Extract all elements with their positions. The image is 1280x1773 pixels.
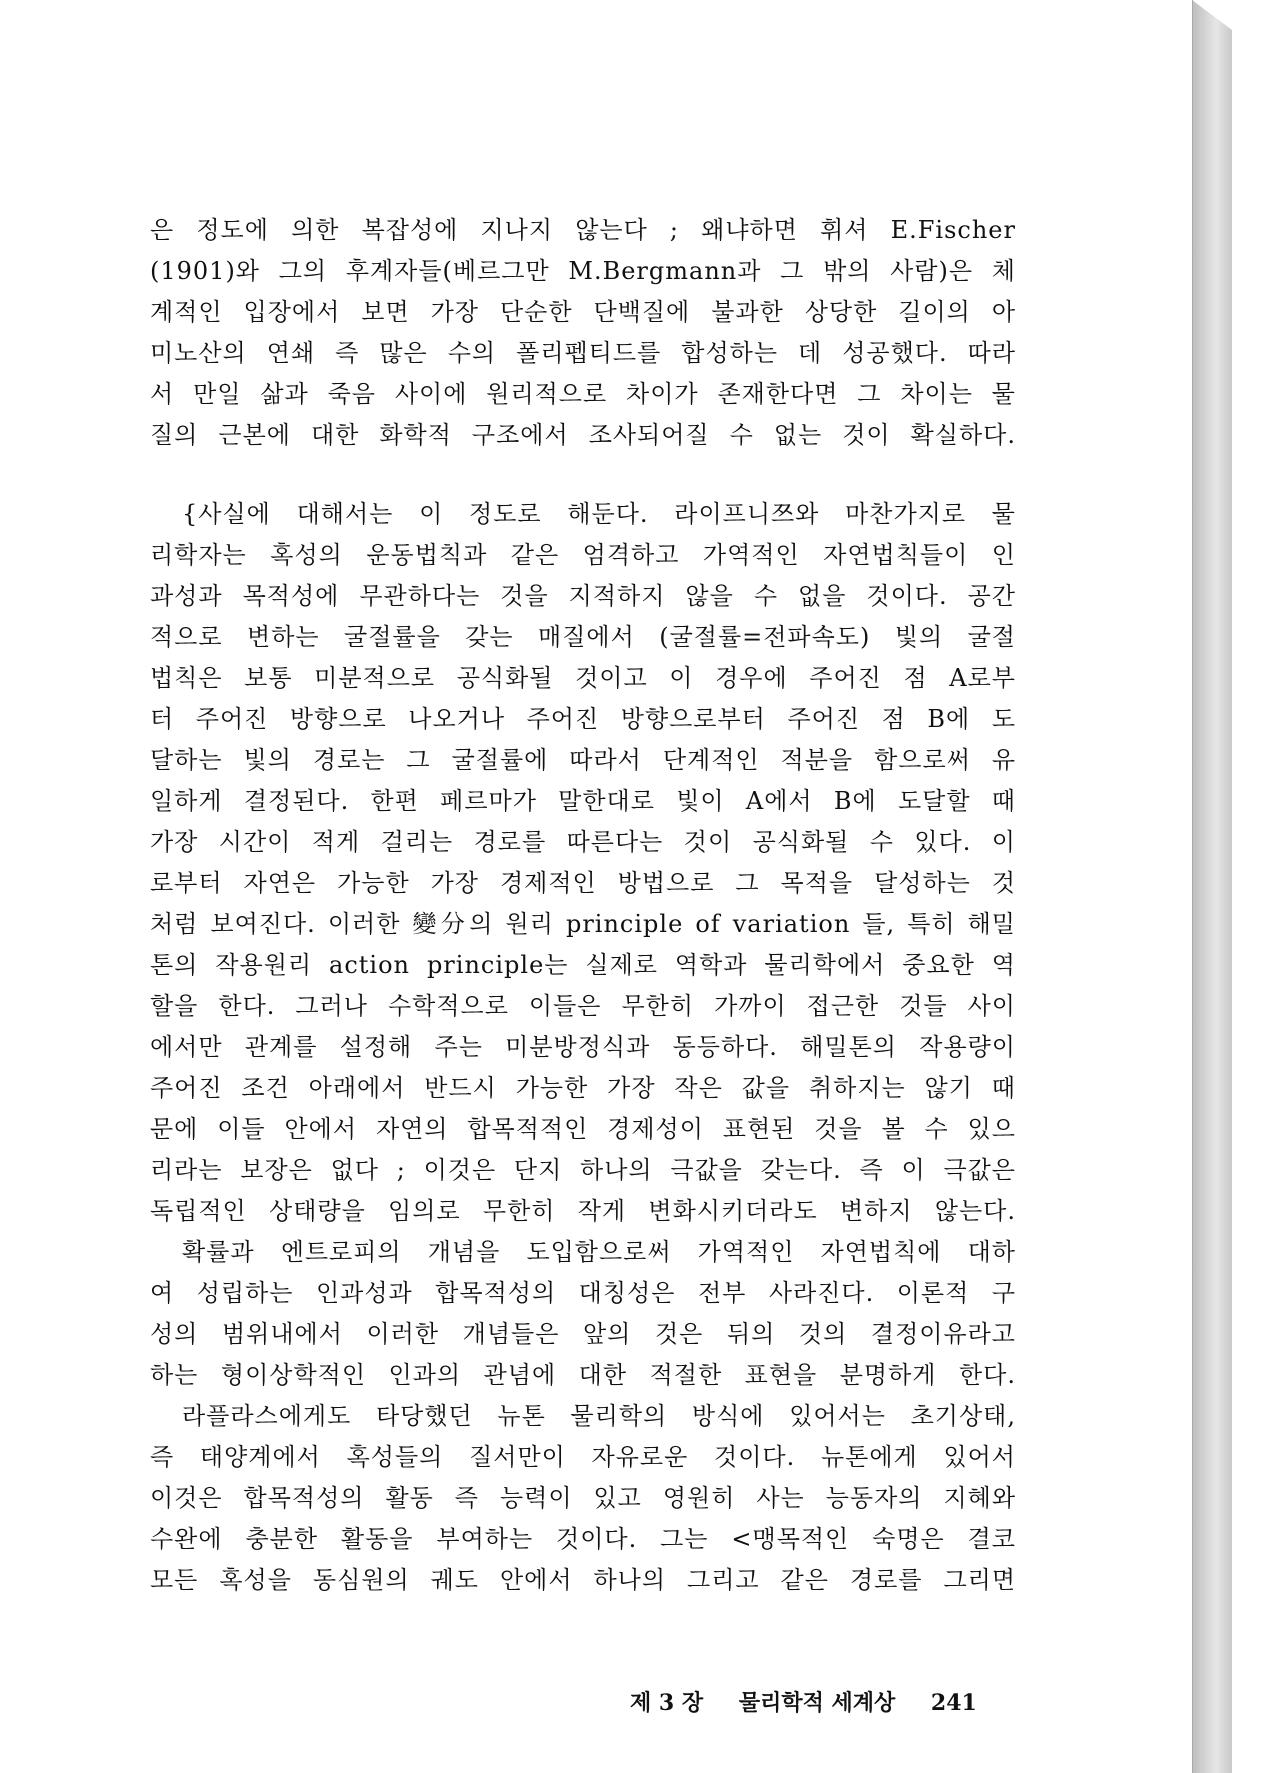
text-line: 수완에 충분한 활동을 부여하는 것이다. 그는 <맹목적인 숙명은 결코: [150, 1525, 1016, 1553]
text-line: 리학자는 혹성의 운동법칙과 같은 엄격하고 가역적인 자연법칙들이 인: [150, 541, 1016, 569]
chapter-label: 제 3 장: [630, 1690, 704, 1716]
text-line: (1901)와 그의 후계자들(베르그만 M.Bergmann과 그 밖의 사람)은 체: [150, 257, 1016, 285]
text-line: 라플라스에게도 타당했던 뉴톤 물리학의 방식에 있어서는 초기상태,: [182, 1402, 1016, 1430]
text-line: 과성과 목적성에 무관하다는 것을 지적하지 않을 수 없을 것이다. 공간: [150, 582, 1016, 610]
paragraph-1: [150, 210, 1016, 456]
text-line: 서 만일 삶과 죽음 사이에 원리적으로 차이가 존재한다면 그 차이는 물: [150, 380, 1016, 408]
text-line: 이것은 합목적성의 활동 즉 능력이 있고 영원히 사는 능동자의 지혜와: [150, 1484, 1016, 1512]
text-line: 즉 태양계에서 혹성들의 질서만이 자유로운 것이다. 뉴톤에게 있어서: [150, 1443, 1016, 1471]
body-text: [150, 210, 1016, 1601]
text-line: 터 주어진 방향으로 나오거나 주어진 방향으로부터 주어진 점 B에 도: [150, 705, 1016, 733]
text-line: 모든 혹성을 동심원의 궤도 안에서 하나의 그리고 같은 경로를 그리면: [150, 1566, 1016, 1594]
text-line: 미노산의 연쇄 즉 많은 수의 폴리펩티드를 합성하는 데 성공했다. 따라: [150, 339, 1016, 367]
text-line: 로부터 자연은 가능한 가장 경제적인 방법으로 그 목적을 달성하는 것: [150, 869, 1016, 897]
text-line: 주어진 조건 아래에서 반드시 가능한 가장 작은 값을 취하지는 않기 때: [150, 1074, 1016, 1102]
text-line: 여 성립하는 인과성과 합목적성의 대칭성은 전부 사라진다. 이론적 구: [150, 1279, 1016, 1307]
text-line: 에서만 관계를 설정해 주는 미분방정식과 동등하다. 해밀톤의 작용량이: [150, 1033, 1016, 1061]
paragraph-4: [150, 1396, 1016, 1601]
text-line: 계적인 입장에서 보면 가장 단순한 단백질에 불과한 상당한 길이의 아: [150, 298, 1016, 326]
text-line: 성의 범위내에서 이러한 개념들은 앞의 것은 뒤의 것의 결정이유라고: [150, 1320, 1016, 1348]
paragraph-3: [150, 1232, 1016, 1396]
text-line: 문에 이들 안에서 자연의 합목적적인 경제성이 표현된 것을 볼 수 있으: [150, 1115, 1016, 1143]
text-line: {사실에 대해서는 이 정도로 해둔다. 라이프니쯔와 마찬가지로 물: [182, 500, 1016, 528]
text-line: 일하게 결정된다. 한편 페르마가 말한대로 빛이 A에서 B에 도달할 때: [150, 787, 1016, 815]
text-line: 법칙은 보통 미분적으로 공식화될 것이고 이 경우에 주어진 점 A로부: [150, 664, 1016, 692]
text-line: 달하는 빛의 경로는 그 굴절률에 따라서 단계적인 적분을 함으로써 유: [150, 746, 1016, 774]
paragraph-gap: [150, 456, 1016, 494]
text-line: 은 정도에 의한 복잡성에 지나지 않는다 ; 왜냐하면 휘셔 E.Fischer: [150, 216, 1016, 244]
text-line: 독립적인 상태량을 임의로 무한히 작게 변화시키더라도 변하지 않는다.: [150, 1197, 1016, 1225]
text-line: 질의 근본에 대한 화학적 구조에서 조사되어질 수 없는 것이 확실하다.: [150, 421, 1016, 449]
text-line: 가장 시간이 적게 걸리는 경로를 따른다는 것이 공식화될 수 있다. 이: [150, 828, 1016, 856]
text-line: 톤의 작용원리 action principle는 실제로 역학과 물리학에서 중요한 역: [150, 951, 1016, 979]
page-edge-shadow: [1192, 0, 1232, 1773]
text-line: 확률과 엔트로피의 개념을 도입함으로써 가역적인 자연법칙에 대하: [182, 1238, 1016, 1266]
text-line: 리라는 보장은 없다 ; 이것은 단지 하나의 극값을 갖는다. 즉 이 극값은: [150, 1156, 1016, 1184]
text-line: 할을 한다. 그러나 수학적으로 이들은 무한히 가까이 접근한 것들 사이: [150, 992, 1016, 1020]
paragraph-2: [150, 494, 1016, 1232]
page-number: 241: [930, 1690, 977, 1716]
text-line: 적으로 변하는 굴절률을 갖는 매질에서 (굴절률=전파속도) 빛의 굴절: [150, 623, 1016, 651]
text-line: 처럼 보여진다. 이러한 變分의 원리 principle of variation 들, 특히 해밀: [150, 910, 1016, 938]
chapter-title: 물리학적 세계상: [738, 1690, 896, 1716]
running-footer: [630, 1686, 1030, 1726]
text-line: 하는 형이상학적인 인과의 관념에 대한 적절한 표현을 분명하게 한다.: [150, 1361, 1016, 1389]
